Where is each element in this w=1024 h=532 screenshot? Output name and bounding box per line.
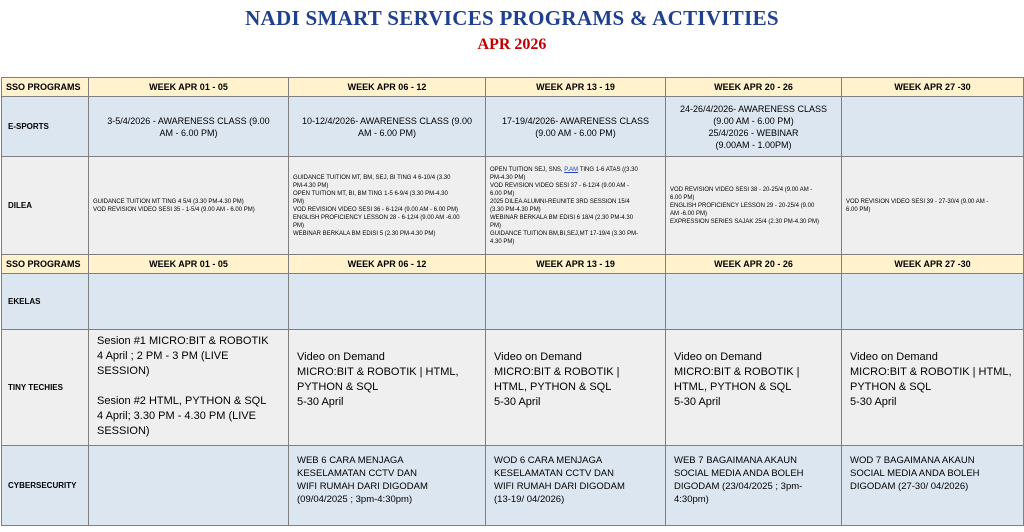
cell-line: (9.00AM - 1.00PM) [715, 139, 792, 150]
cell-line: (9.00 AM - 6.00 PM) [535, 127, 616, 138]
cell-line: 5-30 April [674, 396, 721, 408]
header-cell: WEEK APR 20 - 26 [666, 78, 842, 97]
cell-line: 4.30 PM) [490, 238, 515, 245]
header-cell: WEEK APR 01 - 05 [89, 255, 289, 274]
cell-line: VOD REVISION VIDEO SESI 35 - 1-5/4 (9.00 AM - 6.00 PM) [93, 206, 255, 213]
table-row [2, 97, 1024, 157]
row-label: DILEA [2, 157, 89, 255]
header-cell: SSO PROGRAMS [2, 255, 89, 274]
pam-link[interactable]: P.AM [564, 166, 579, 173]
header-row [2, 255, 1024, 274]
cell-ekelas-w4 [666, 274, 842, 330]
header-cell: WEEK APR 27 -30 [842, 78, 1024, 97]
cell-line: (09/04/2025 ; 3pm-4:30pm) [297, 494, 413, 505]
cell-line: (3.30 PM-4.30 PM) [490, 206, 541, 213]
cell-line: GUIDANCE TUITION MT, BM, SEJ, BI TING 4 6-10/4 (3.30 [293, 174, 451, 181]
cell-cyber-w2 [289, 446, 486, 526]
cell-line: AM -6.00 PM) [670, 210, 708, 217]
row-label: E-SPORTS [2, 97, 89, 157]
header-cell: WEEK APR 01 - 05 [89, 78, 289, 97]
cell-line: Sesion #2 HTML, PYTHON & SQL [97, 395, 267, 407]
row-label: CYBERSECURITY [2, 446, 89, 526]
cell-esports-w2 [289, 97, 486, 157]
page-title: NADI SMART SERVICES PROGRAMS & ACTIVITIES [245, 6, 779, 30]
cell-line: PM) [490, 222, 501, 229]
cell-line: VOD REVISION VIDEO SESI 38 - 20-25/4 (9.00 AM - [670, 186, 813, 193]
cell-line: WOD 7 BAGAIMANA AKAUN [850, 455, 975, 466]
header-cell: WEEK APR 13 - 19 [486, 78, 666, 97]
cell-line: (13-19/ 04/2026) [494, 494, 565, 505]
table-row [2, 446, 1024, 526]
cell-line: KESELAMATAN CCTV DAN [494, 468, 615, 479]
cell-line: GUIDANCE TUITION BM,BI,SEJ,MT 17-19/4 (3.30 PM- [490, 230, 639, 237]
cell-line: 25/4/2026 - WEBINAR [708, 127, 799, 138]
cell-esports-w5 [842, 97, 1024, 157]
cell-line: DIGODAM (27-30/ 04/2026) [850, 481, 969, 492]
cell-line: AM - 6.00 PM) [159, 127, 218, 138]
cell-line: VOD REVISION VIDEO SESI 39 - 27-30/4 (9.00 AM - [846, 198, 989, 205]
table-row [2, 157, 1024, 255]
cell-line: SOCIAL MEDIA ANDA BOLEH [674, 468, 804, 479]
cell-line: OPEN TUITION MT, BI, BM TING 1-5 6-9/4 (3.30 PM-4.30 [293, 190, 448, 197]
cell-esports-w1 [89, 97, 289, 157]
cell-esports-w3 [486, 97, 666, 157]
cell-line: Video on Demand [297, 351, 385, 363]
cell-tech-w4 [666, 330, 842, 446]
cell-line: AM - 6.00 PM) [357, 127, 416, 138]
cell-line: 4 April ; 2 PM - 3 PM (LIVE [97, 350, 229, 362]
cell-line: GUIDANCE TUITION MT TING 4 5/4 (3.30 PM-4.30 PM) [93, 198, 244, 205]
cell-dilea-w4 [666, 157, 842, 255]
cell-line: 10-12/4/2026- AWARENESS CLASS (9.00 [302, 115, 472, 126]
header-cell: WEEK APR 06 - 12 [289, 255, 486, 274]
dilea-w3-lines [490, 174, 661, 246]
cell-line: PM) [293, 198, 304, 205]
cell-line: PM-4.30 PM) [293, 182, 329, 189]
cell-ekelas-w3 [486, 274, 666, 330]
cell-tech-w3 [486, 330, 666, 446]
schedule-table [1, 77, 1024, 526]
cell-line: 5-30 April [297, 396, 344, 408]
cell-line: Video on Demand [850, 351, 938, 363]
cell-line: WEB 6 CARA MENJAGA [297, 455, 404, 466]
cell-cyber-w4 [666, 446, 842, 526]
cell-line: 4 April; 3.30 PM - 4.30 PM (LIVE [97, 410, 256, 422]
cell-line: PM-4.30 PM) [490, 174, 526, 181]
cell-line: PYTHON & SQL [297, 381, 379, 393]
header-cell: WEEK APR 27 -30 [842, 255, 1024, 274]
cell-line: MICRO:BIT & ROBOTIK | [494, 366, 620, 378]
cell-line: KESELAMATAN CCTV DAN [297, 468, 418, 479]
header-row [2, 78, 1024, 97]
cell-line: VOD REVISION VIDEO SESI 37 - 6-12/4 (9.00 AM - [490, 182, 630, 189]
cell-tech-w2 [289, 330, 486, 446]
cell-ekelas-w1 [89, 274, 289, 330]
cell-line: 6.00 PM) [490, 190, 515, 197]
header-cell: WEEK APR 13 - 19 [486, 255, 666, 274]
cell-line: Video on Demand [494, 351, 582, 363]
header-cell: SSO PROGRAMS [2, 78, 89, 97]
cell-esports-w4 [666, 97, 842, 157]
cell-line: ENGLISH PROFICIENCY LESSON 28 - 6-12/4 (9.00 AM -6.00 [293, 214, 460, 221]
cell-line: 2025 DILEA ALUMNI-REUNITE 3RD SESSION 15/4 [490, 198, 630, 205]
cell-line: WOD 6 CARA MENJAGA [494, 455, 603, 466]
row-label: TINY TECHIES [2, 330, 89, 446]
cell-dilea-w2 [289, 157, 486, 255]
cell-line: WEBINAR BERKALA BM EDISI 6 18/4 (2.30 PM-4.30 [490, 214, 634, 221]
cell-cyber-w1 [89, 446, 289, 526]
cell-line: EXPRESSION SERIES SAJAK 25/4 (2.30 PM-4.30 PM) [670, 218, 820, 225]
cell-line [97, 379, 284, 394]
page-subtitle: APR 2026 [477, 36, 547, 53]
cell-line: SESSION) [97, 425, 150, 437]
cell-line: SOCIAL MEDIA ANDA BOLEH [850, 468, 980, 479]
cell-line: 3-5/4/2026 - AWARENESS CLASS (9.00 [107, 115, 270, 126]
cell-line: HTML, PYTHON & SQL [674, 381, 792, 393]
cell-line: 17-19/4/2026- AWARENESS CLASS [502, 115, 649, 126]
cell-line: WEB 7 BAGAIMANA AKAUN [674, 455, 798, 466]
cell-dilea-w3 [486, 157, 666, 255]
cell-ekelas-w2 [289, 274, 486, 330]
cell-line: WIFI RUMAH DARI DIGODAM [494, 481, 625, 492]
cell-dilea-w1 [89, 157, 289, 255]
cell-tech-w1 [89, 330, 289, 446]
cell-line: HTML, PYTHON & SQL [494, 381, 612, 393]
cell-tech-w5 [842, 330, 1024, 446]
cell-line: 5-30 April [850, 396, 897, 408]
cell-line: 4:30pm) [674, 494, 709, 505]
cell-line: WIFI RUMAH DARI DIGODAM [297, 481, 428, 492]
text-fragment: TING 1-6 ATAS ((3.30 [578, 166, 638, 173]
cell-line: (9.00 AM - 6.00 PM) [713, 115, 794, 126]
table-row [2, 274, 1024, 330]
cell-cyber-w3 [486, 446, 666, 526]
cell-dilea-w5 [842, 157, 1024, 255]
cell-line: Video on Demand [674, 351, 762, 363]
row-label: EKELAS [2, 274, 89, 330]
cell-line: SESSION) [97, 365, 150, 377]
header-cell: WEEK APR 06 - 12 [289, 78, 486, 97]
dilea-w3-first-line [490, 166, 661, 174]
cell-line: Sesion #1 MICRO:BIT & ROBOTIK [97, 335, 269, 347]
cell-line: DIGODAM (23/04/2025 ; 3pm- [674, 481, 803, 492]
cell-line: WEBINAR BERKALA BM EDISI 5 (2.30 PM-4.30 PM) [293, 230, 436, 237]
table-row [2, 330, 1024, 446]
cell-ekelas-w5 [842, 274, 1024, 330]
cell-line: MICRO:BIT & ROBOTIK | [674, 366, 800, 378]
cell-line: VOD REVISION VIDEO SESI 36 - 6-12/4 (9.00 AM - 6.00 PM) [293, 206, 459, 213]
cell-line: MICRO:BIT & ROBOTIK | HTML, [850, 366, 1012, 378]
cell-line: 6.00 PM) [670, 194, 695, 201]
cell-line: 24-26/4/2026- AWARENESS CLASS [680, 103, 827, 114]
cell-line: MICRO:BIT & ROBOTIK | HTML, [297, 366, 459, 378]
cell-line: PYTHON & SQL [850, 381, 932, 393]
cell-cyber-w5 [842, 446, 1024, 526]
cell-line: ENGLISH PROFICIENCY LESSON 29 - 20-25/4 (9.00 [670, 202, 815, 209]
cell-line: 5-30 April [494, 396, 541, 408]
text-fragment: OPEN TUITION SEJ, SNS, [490, 166, 565, 173]
cell-line: PM) [293, 222, 304, 229]
header-cell: WEEK APR 20 - 26 [666, 255, 842, 274]
cell-line: 6.00 PM) [846, 206, 871, 213]
